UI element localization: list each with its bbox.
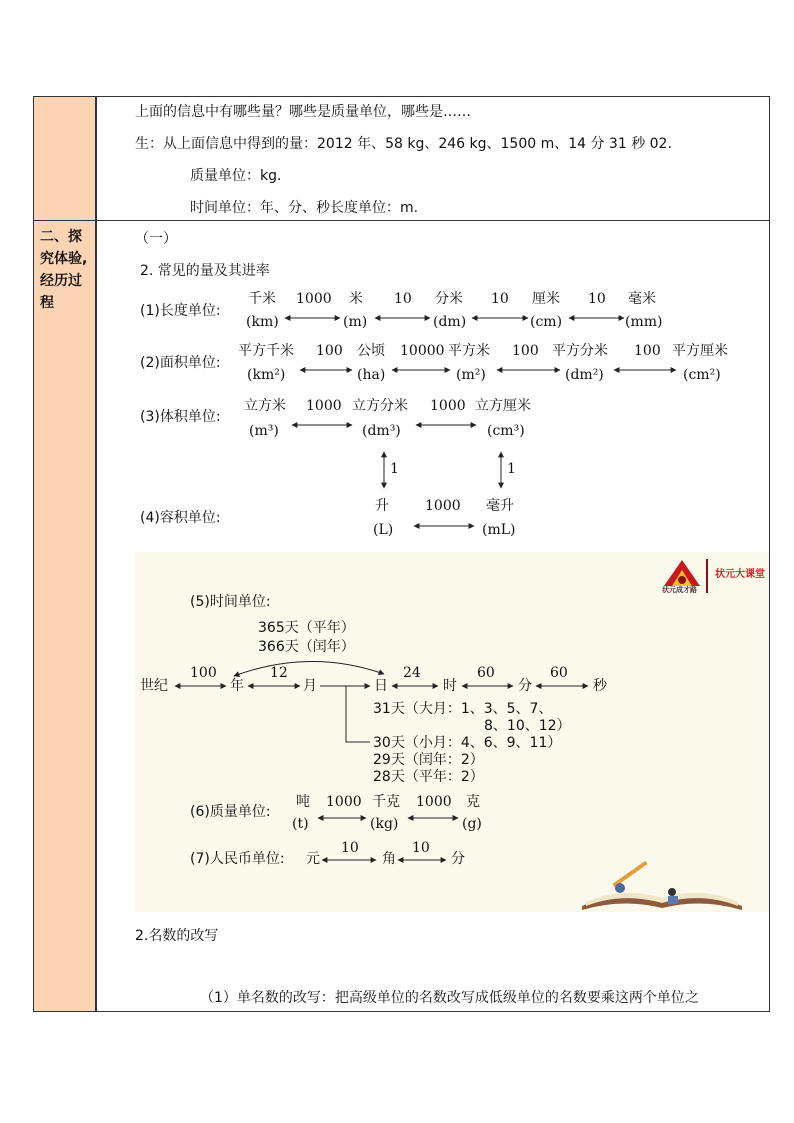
area-abbr-dm2: (dm²): [565, 367, 604, 383]
sub-heading: （一）: [135, 231, 177, 247]
rewrite-text: （1）单名数的改写：把高级单位的名数改写成低级单位的名数要乘这两个单位之: [200, 990, 699, 1006]
capacity-unit-l: 升: [375, 498, 389, 514]
capacity-rate: 1000: [425, 498, 461, 514]
volume-abbr-dm3: (dm³): [362, 423, 401, 439]
time-unit-day: 日: [374, 678, 388, 694]
days-leap-year: 366天（闰年）: [258, 639, 355, 655]
mass-unit-kg: 千克: [372, 794, 400, 810]
length-abbr-cm: (cm): [530, 314, 563, 330]
area-abbr-km2: (km²): [247, 367, 286, 383]
month-days-30: 30天（小月：4、6、9、11）: [373, 735, 562, 751]
mass-rate-1: 1000: [326, 794, 362, 810]
time-unit-month: 月: [303, 678, 317, 694]
area-unit-dm2: 平方分米: [552, 343, 608, 359]
time-rate-hour-minute: 60: [477, 665, 495, 681]
length-rate-1: 1000: [296, 291, 332, 307]
capacity-abbr-l: (L): [373, 522, 394, 538]
time-rate-day-hour: 24: [403, 665, 421, 681]
capacity-label: (4)容积单位:: [140, 510, 221, 526]
mass-unit-g: 克: [466, 794, 480, 810]
length-abbr-km: (km): [246, 314, 279, 330]
area-unit-m2: 平方米: [448, 343, 490, 359]
volume-vertical-rate-1: 1: [390, 461, 399, 477]
area-unit-cm2: 平方厘米: [672, 343, 728, 359]
length-abbr-m: (m): [343, 314, 368, 330]
volume-rate-2: 1000: [430, 398, 466, 414]
capacity-abbr-ml: (mL): [482, 522, 516, 538]
area-abbr-m2: (m²): [456, 367, 486, 383]
volume-abbr-cm3: (cm³): [487, 423, 525, 439]
time-unit-second: 秒: [593, 678, 607, 694]
area-rate-4: 100: [634, 343, 661, 359]
rmb-label: (7)人民币单位:: [190, 851, 285, 867]
length-rate-3: 10: [491, 291, 509, 307]
length-unit-dm: 分米: [435, 291, 463, 307]
area-rate-1: 100: [316, 343, 343, 359]
volume-unit-dm3: 立方分米: [352, 398, 408, 414]
rmb-unit-fen: 分: [451, 851, 465, 867]
mass-unit-t: 吨: [296, 794, 310, 810]
section-label: 二、探 究体验, 经历过 程: [40, 229, 88, 311]
length-rate-2: 10: [394, 291, 412, 307]
mass-abbr-kg: (kg): [370, 816, 399, 832]
volume-unit-m3: 立方米: [244, 398, 286, 414]
length-unit-cm: 厘米: [532, 291, 560, 307]
area-abbr-ha: (ha): [357, 367, 386, 383]
mass-abbr-t: (t): [292, 816, 309, 832]
answer-text: 生：从上面信息中得到的量：2012 年、58 kg、246 kg、1500 m、14 分 31 秒 02.: [135, 136, 672, 152]
rmb-rate-1: 10: [341, 840, 359, 856]
area-unit-ha: 公顷: [357, 343, 385, 359]
length-abbr-dm: (dm): [433, 314, 467, 330]
area-label: (2)面积单位:: [140, 355, 221, 371]
area-rate-2: 10000: [400, 343, 445, 359]
arrow-year-day-arc: [234, 661, 384, 676]
time-rate-year-month: 12: [270, 665, 288, 681]
length-unit-m: 米: [349, 291, 363, 307]
month-days-31: 31天（大月：1、3、5、7、: [373, 701, 553, 717]
area-abbr-cm2: (cm²): [683, 367, 721, 383]
days-common-year: 365天（平年）: [258, 620, 355, 636]
time-rate-century-year: 100: [190, 665, 217, 681]
rmb-unit-jiao: 角: [382, 851, 396, 867]
capacity-unit-ml: 毫升: [486, 498, 514, 514]
mass-label: (6)质量单位:: [190, 804, 271, 820]
area-unit-km2: 平方千米: [238, 343, 294, 359]
month-days-31-cont: 8、10、12）: [484, 718, 571, 734]
mass-abbr-g: (g): [462, 816, 482, 832]
mass-unit-text: 质量单位：kg.: [190, 168, 282, 184]
rmb-rate-2: 10: [412, 840, 430, 856]
time-rate-minute-second: 60: [550, 665, 568, 681]
time-unit-minute: 分: [518, 678, 532, 694]
brand-logo-name: 状元大课堂: [715, 569, 765, 580]
month-days-bracket: [346, 686, 370, 742]
length-unit-km: 千米: [248, 291, 276, 307]
question-text: 上面的信息中有哪些量？哪些是质量单位，哪些是……: [135, 104, 471, 120]
brand-logo-sub: 状元成才路: [662, 586, 697, 594]
month-days-29: 29天（闰年：2）: [373, 752, 484, 768]
volume-vertical-rate-2: 1: [507, 461, 516, 477]
length-unit-mm: 毫米: [628, 291, 656, 307]
volume-label: (3)体积单位:: [140, 409, 221, 425]
month-days-28: 28天（平年：2）: [373, 769, 484, 785]
length-label: (1)长度单位:: [140, 303, 221, 319]
time-unit-century: 世纪: [140, 678, 168, 694]
mass-rate-2: 1000: [416, 794, 452, 810]
volume-abbr-m3: (m³): [249, 423, 279, 439]
time-label: (5)时间单位:: [190, 594, 271, 610]
time-unit-hour: 时: [443, 678, 457, 694]
area-rate-3: 100: [512, 343, 539, 359]
time-unit-text: 时间单位：年、分、秒长度单位：m.: [190, 200, 419, 216]
rates-heading: 2. 常见的量及其进率: [140, 263, 270, 279]
rmb-unit-yuan: 元: [306, 851, 320, 867]
length-abbr-mm: (mm): [625, 314, 663, 330]
rewrite-heading: 2.名数的改写: [135, 928, 219, 944]
volume-unit-cm3: 立方厘米: [475, 398, 531, 414]
volume-rate-1: 1000: [306, 398, 342, 414]
time-unit-year: 年: [230, 678, 244, 694]
length-rate-4: 10: [588, 291, 606, 307]
